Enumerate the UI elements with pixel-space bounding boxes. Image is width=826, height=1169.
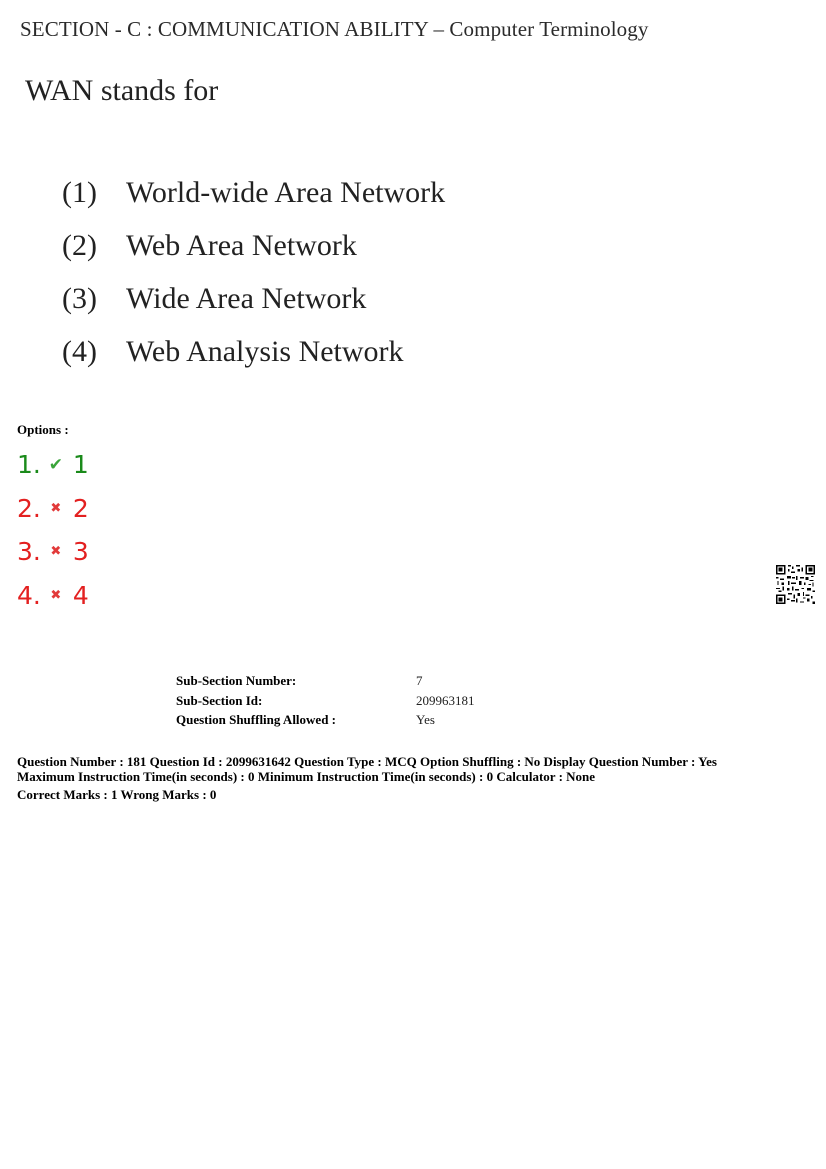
cross-icon: ✖ <box>50 544 62 560</box>
answer-item-2 <box>17 487 89 531</box>
option-number: (3) <box>62 282 97 315</box>
answer-list <box>17 443 89 617</box>
option-text: World-wide Area Network <box>126 176 446 209</box>
option-text: Wide Area Network <box>126 282 367 315</box>
sub-section-info <box>176 673 475 732</box>
question-option-1 <box>62 176 445 229</box>
shuffling-label: Question Shuffling Allowed : <box>176 712 337 727</box>
answer-index: 4. <box>17 580 41 610</box>
sub-section-number-row <box>176 673 475 693</box>
answer-index: 3. <box>17 537 41 567</box>
answer-item-3 <box>17 530 89 574</box>
answer-value: 1 <box>72 450 89 480</box>
question-info-line-1: Question Number : 181 Question Id : 2099631642 Question Type : MCQ Option Shuffling : No Display Question Number : Yes <box>17 754 717 769</box>
qr-code-icon <box>776 565 815 604</box>
question-option-3 <box>62 282 445 335</box>
question-options-list <box>62 176 445 388</box>
option-text: Web Area Network <box>126 229 357 262</box>
answer-value: 4 <box>72 580 89 610</box>
sub-section-id-value: 209963181 <box>416 692 475 708</box>
option-number: (1) <box>62 176 97 209</box>
answer-item-4 <box>17 574 89 618</box>
answer-index: 2. <box>17 493 41 523</box>
answer-item-1 <box>17 443 89 487</box>
sub-section-number-label: Sub-Section Number: <box>176 673 297 688</box>
question-option-4 <box>62 335 445 388</box>
shuffling-value: Yes <box>416 712 435 727</box>
sub-section-id-label: Sub-Section Id: <box>176 692 263 708</box>
answer-value: 3 <box>72 537 89 567</box>
question-info-line-3: Correct Marks : 1 Wrong Marks : 0 <box>17 787 217 802</box>
question-info <box>17 755 717 803</box>
question-info-line-2: Maximum Instruction Time(in seconds) : 0 Minimum Instruction Time(in seconds) : 0 Calculator : None <box>17 768 596 784</box>
check-icon: ✔ <box>48 454 63 475</box>
shuffling-row <box>176 712 475 732</box>
cross-icon: ✖ <box>50 500 62 516</box>
answer-index: 1. <box>17 450 41 480</box>
section-title: SECTION - C : COMMUNICATION ABILITY – Computer Terminology <box>20 17 649 41</box>
option-number: (4) <box>62 335 97 368</box>
options-label: Options : <box>17 422 69 437</box>
question-option-2 <box>62 229 445 282</box>
option-text: Web Analysis Network <box>126 335 404 368</box>
question-text: WAN stands for <box>25 74 219 107</box>
cross-icon: ✖ <box>50 587 62 603</box>
option-number: (2) <box>62 229 97 262</box>
sub-section-number-value: 7 <box>416 673 423 688</box>
answer-value: 2 <box>72 493 89 523</box>
sub-section-id-row <box>176 693 475 713</box>
